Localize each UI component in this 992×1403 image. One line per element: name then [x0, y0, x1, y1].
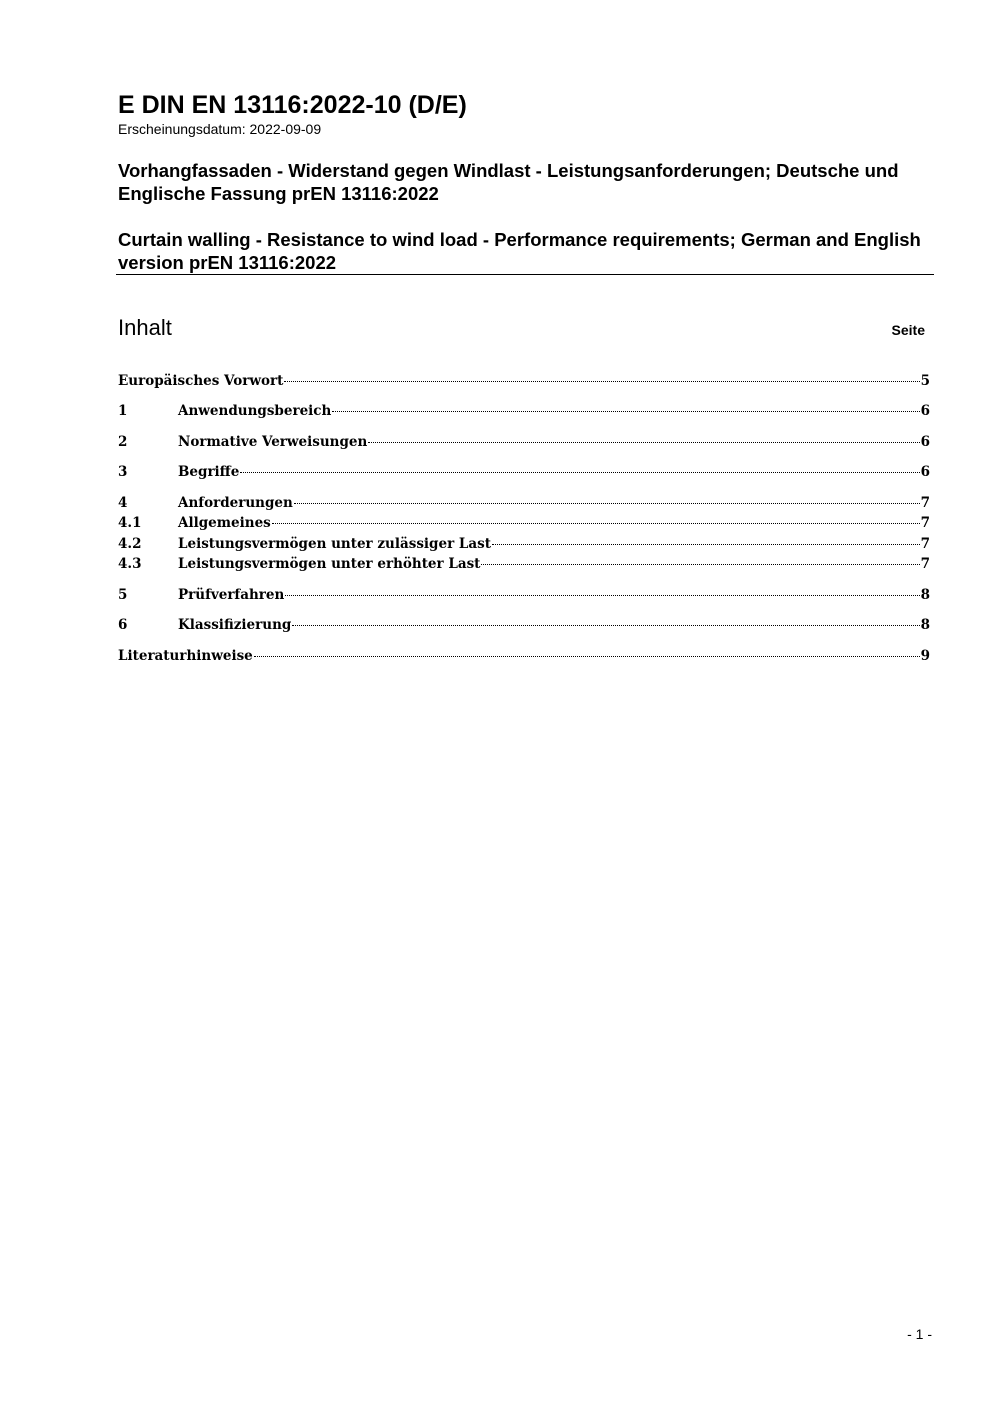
- toc-entry-title: Anforderungen: [178, 495, 293, 511]
- toc-entry-number: 2: [118, 434, 128, 450]
- page-number: - 1 -: [907, 1326, 932, 1342]
- toc-entry-terms[interactable]: [118, 462, 930, 482]
- toc-entry-number: 5: [118, 587, 128, 603]
- toc-entry-page: 7: [920, 495, 930, 511]
- toc-entry-title: Prüfverfahren: [178, 587, 285, 603]
- toc-leader-dots: [294, 503, 920, 504]
- toc-entry-bibliography[interactable]: [118, 646, 930, 666]
- toc-entry-title: Normative Verweisungen: [178, 434, 368, 450]
- toc-entry-number: 1: [118, 403, 128, 419]
- toc-entry-increased-load[interactable]: [118, 554, 930, 574]
- toc-entry-title: Allgemeines: [178, 515, 271, 531]
- toc-entry-page: 7: [920, 515, 930, 531]
- toc-entry-title: Literaturhinweise: [118, 648, 253, 664]
- toc-entry-number: 4.3: [118, 556, 142, 572]
- toc-heading: Inhalt: [118, 315, 172, 340]
- toc-leader-dots: [481, 564, 919, 565]
- toc-leader-dots: [285, 595, 919, 596]
- toc-leader-dots: [284, 381, 919, 382]
- toc-leader-dots: [492, 544, 920, 545]
- toc-entry-title: Leistungsvermögen unter erhöhter Last: [178, 556, 481, 572]
- toc-leader-dots: [254, 656, 920, 657]
- toc-entry-foreword[interactable]: [118, 371, 930, 391]
- toc-entry-page: 6: [920, 403, 930, 419]
- toc-entry-page: 6: [920, 464, 930, 480]
- toc-entry-page: 8: [920, 587, 930, 603]
- toc-leader-dots: [240, 472, 919, 473]
- toc-entry-title: Klassifizierung: [178, 617, 292, 633]
- toc-entry-title: Begriffe: [178, 464, 240, 480]
- toc-leader-dots: [272, 523, 920, 524]
- toc-leader-dots: [292, 625, 919, 626]
- title-english: Curtain walling - Resistance to wind load - Performance requirements; German and English version prEN 13116:2022: [118, 229, 921, 273]
- toc-entry-number: 4: [118, 495, 128, 511]
- toc-leader-dots: [368, 442, 919, 443]
- toc-entry-general[interactable]: [118, 513, 930, 533]
- toc-entry-number: 4.2: [118, 536, 142, 552]
- toc-entry-page: 9: [920, 648, 930, 664]
- toc-leader-dots: [332, 411, 919, 412]
- title-german: Vorhangfassaden - Widerstand gegen Windlast - Leistungsanforderungen; Deutsche und Englische Fassung prEN 13116:2022: [118, 160, 899, 204]
- header-divider: [116, 274, 934, 275]
- toc-entry-title: Europäisches Vorwort: [118, 373, 284, 389]
- toc-entry-normative-references[interactable]: [118, 432, 930, 452]
- toc-entry-page: 8: [920, 617, 930, 633]
- toc-entry-number: 3: [118, 464, 128, 480]
- toc-entry-test-methods[interactable]: [118, 585, 930, 605]
- toc-page-column-label: Seite: [891, 322, 925, 338]
- toc-entry-page: 6: [920, 434, 930, 450]
- toc-entry-page: 5: [920, 373, 930, 389]
- toc-entry-scope[interactable]: [118, 401, 930, 421]
- toc-entry-number: 4.1: [118, 515, 142, 531]
- toc-entry-classification[interactable]: [118, 615, 930, 635]
- publication-date: Erscheinungsdatum: 2022-09-09: [118, 121, 322, 137]
- toc-entry-title: Leistungsvermögen unter zulässiger Last: [178, 536, 491, 552]
- toc-entry-page: 7: [920, 556, 930, 572]
- toc-entry-title: Anwendungsbereich: [178, 403, 332, 419]
- toc-entry-requirements[interactable]: [118, 493, 930, 513]
- toc-entry-number: 6: [118, 617, 128, 633]
- toc-entry-page: 7: [920, 536, 930, 552]
- document-id: E DIN EN 13116:2022-10 (D/E): [118, 91, 467, 119]
- toc-entry-permissible-load[interactable]: [118, 534, 930, 554]
